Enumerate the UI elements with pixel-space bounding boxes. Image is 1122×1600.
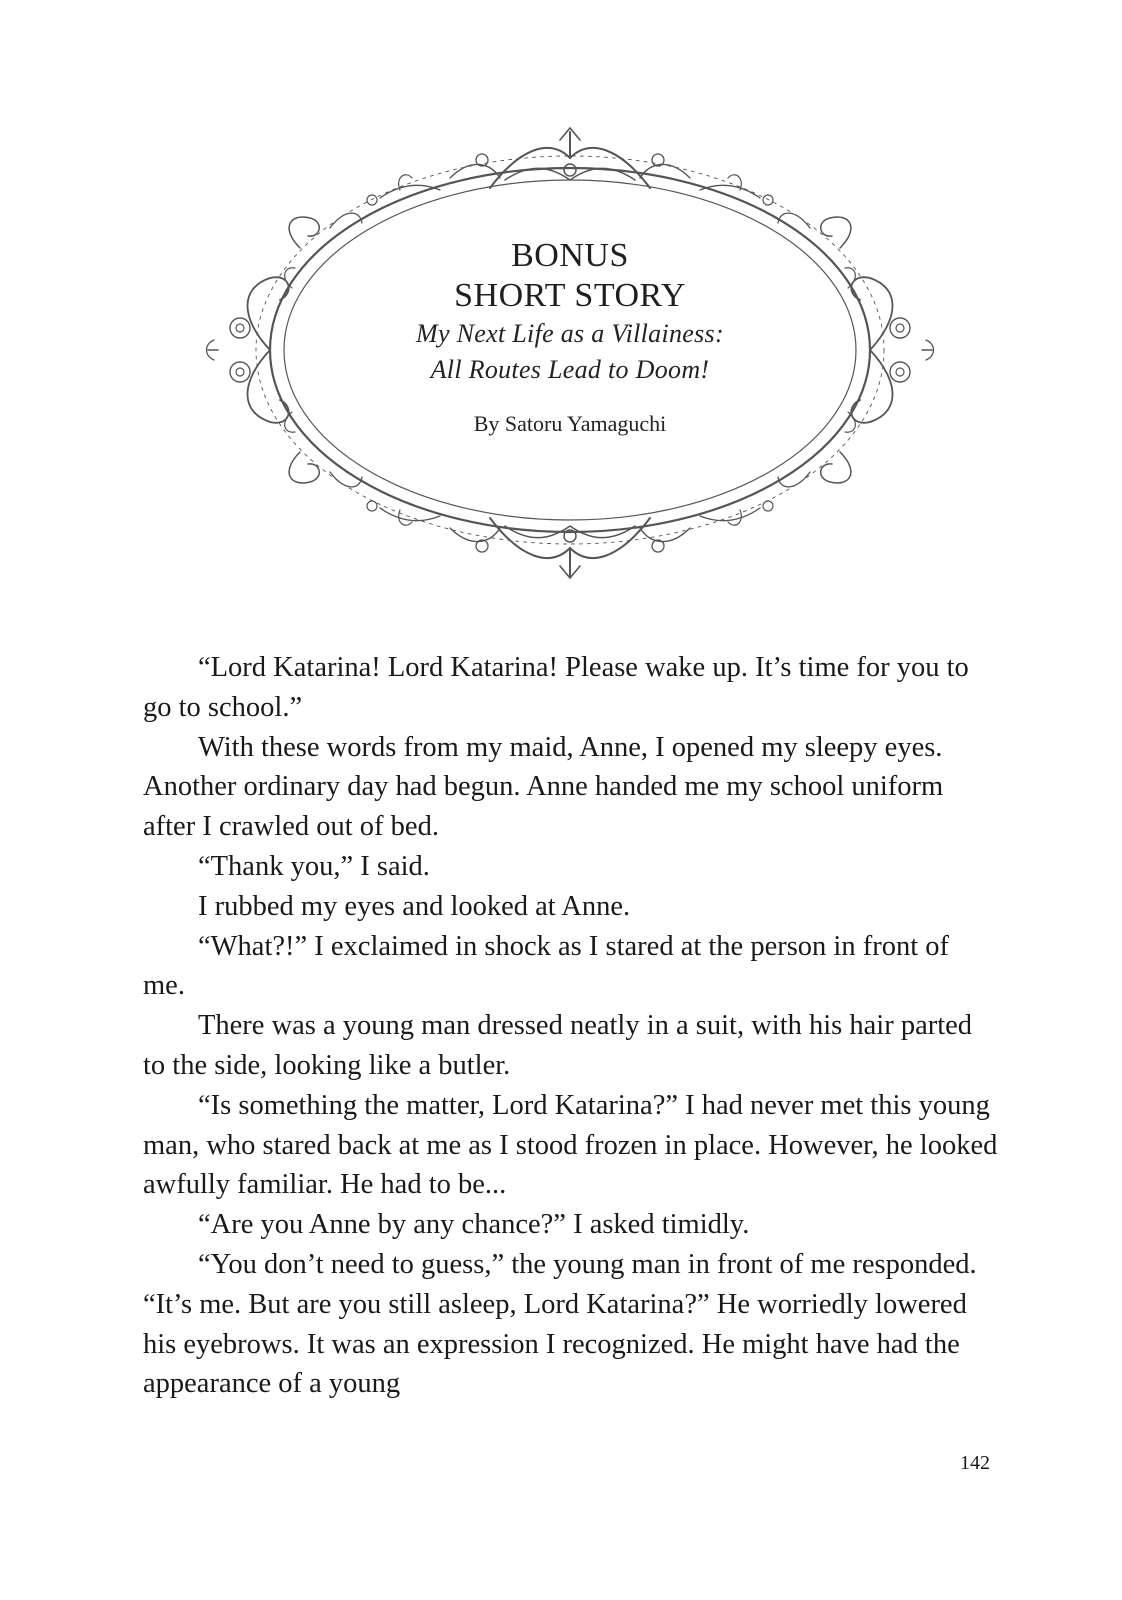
author-byline: By Satoru Yamaguchi (473, 411, 667, 436)
title-line-1: BONUS (511, 237, 629, 274)
story-header (200, 236, 940, 438)
paragraph: “What?!” I exclaimed in shock as I stared at the person in front of me. (143, 930, 949, 1002)
paragraph: “Is something the matter, Lord Katarina?” I had never met this young man, who stared back at me as I stood frozen in place. However, he looked awfully familiar. He had to be... (143, 1089, 998, 1201)
paragraph: With these words from my maid, Anne, I opened my sleepy eyes. Another ordinary day had begun. Anne handed me my school uniform after I crawled out of bed. (143, 731, 944, 843)
subtitle-line-1: My Next Life as a Villainess: (416, 319, 724, 348)
story-body (143, 648, 998, 1404)
page-number: 142 (960, 1452, 990, 1474)
paragraph: “You don’t need to guess,” the young man in front of me responded. “It’s me. But are you still asleep, Lord Katarina?” He worriedly lowered his eyebrows. It was an expression I recognized. He might have had the appearance of a young (143, 1248, 977, 1400)
paragraph: “Lord Katarina! Lord Katarina! Please wake up. It’s time for you to go to school.” (143, 652, 969, 723)
paragraph: I rubbed my eyes and looked at Anne. (198, 890, 631, 922)
paragraph: “Thank you,” I said. (198, 850, 430, 882)
subtitle-line-2: All Routes Lead to Doom! (430, 355, 710, 384)
paragraph: “Are you Anne by any chance?” I asked timidly. (198, 1209, 750, 1241)
title-line-2: SHORT STORY (454, 277, 686, 314)
paragraph: There was a young man dressed neatly in a suit, with his hair parted to the side, looking like a butler. (143, 1010, 973, 1081)
